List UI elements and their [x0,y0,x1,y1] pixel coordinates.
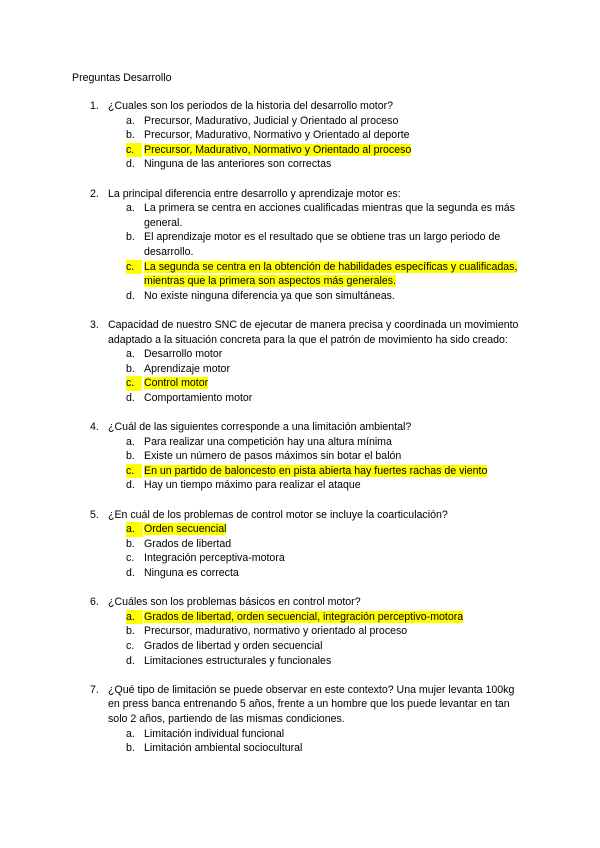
option-label: Integración perceptiva-motora [144,552,285,565]
question-list [0,99,600,770]
option-letter: b. [126,537,135,550]
option-label: Orden secuencial [144,523,227,536]
option-text [144,537,524,552]
answer-option [0,114,600,129]
question-2 [0,187,600,304]
option-letter: d. [126,654,135,667]
option-text [144,289,524,304]
option-label: Precursor, madurativo, normativo y orientado al proceso [144,625,408,638]
option-label: Hay un tiempo máximo para realizar el ataque [144,479,361,492]
answer-option [0,376,600,391]
option-letter: c. [126,143,142,158]
option-letter: c. [126,639,135,652]
option-letter: a. [126,348,135,361]
answer-option [0,727,600,742]
option-letter: b. [126,231,135,244]
answer-options [0,347,600,405]
option-letter: c. [126,376,142,391]
option-text-highlighted [144,610,524,625]
question-7 [0,683,600,756]
option-label: Precursor, Madurativo, Normativo y Orientado al deporte [144,129,410,142]
question-4 [0,420,600,493]
answer-option [0,551,600,566]
page-title: Preguntas Desarrollo [72,72,172,84]
option-letter: b. [126,129,135,142]
answer-option [0,624,600,639]
option-text [144,478,524,493]
answer-options [0,522,600,580]
option-letter: c. [126,260,142,275]
option-text [144,624,524,639]
question-5 [0,508,600,581]
option-text [144,114,524,129]
option-label: Para realizar una competición hay una altura mínima [144,435,392,448]
option-text [144,347,524,362]
answer-option [0,522,600,537]
option-letter: b. [126,362,135,375]
answer-option [0,478,600,493]
option-label: Grados de libertad y orden secuencial [144,639,323,652]
option-letter: a. [126,727,135,740]
answer-option [0,347,600,362]
answer-options [0,727,600,756]
option-text [144,157,524,172]
option-label: El aprendizaje motor es el resultado que se obtiene tras un largo periodo de desarrollo. [144,231,501,258]
answer-option [0,260,600,289]
answer-options [0,435,600,493]
question-number: 3. [90,318,99,331]
answer-options [0,114,600,172]
option-text [144,449,524,464]
question-text: ¿Cuál de las siguientes corresponde a una limitación ambiental? [108,421,412,434]
option-text [144,201,524,230]
answer-option [0,639,600,654]
option-text-highlighted [144,464,524,479]
question-number: 1. [90,100,99,112]
option-letter: c. [126,464,142,479]
answer-option [0,610,600,625]
option-label: Limitaciones estructurales y funcionales [144,654,332,667]
option-label: Precursor, Madurativo, Normativo y Orientado al proceso [144,143,412,156]
answer-option [0,654,600,669]
option-text-highlighted [144,376,524,391]
question-text: ¿En cuál de los problemas de control motor se incluye la coarticulación? [108,508,448,521]
option-label: Aprendizaje motor [144,362,230,375]
answer-option [0,566,600,581]
option-letter: b. [126,625,135,638]
option-label: Grados de libertad, orden secuencial, integración perceptivo-motora [144,610,464,623]
answer-option [0,391,600,406]
option-letter: a. [126,435,135,448]
option-label: Grados de libertad [144,537,232,550]
option-letter: a. [126,114,135,127]
option-text-highlighted [144,260,524,289]
option-label: Existe un número de pasos máximos sin botar el balón [144,450,402,463]
option-text [144,435,524,450]
question-number: 4. [90,421,99,434]
option-label: Limitación individual funcional [144,727,285,740]
option-text [144,566,524,581]
option-text [144,654,524,669]
question-number: 2. [90,187,99,200]
question-text: ¿Qué tipo de limitación se puede observar en este contexto? Una mujer levanta 100kg en press banca entrenando 5 años, frente a un hombre que los puede levantar en tan solo 2 años, partiendo de las mismas condiciones. [108,683,515,725]
option-letter: d. [126,158,135,171]
option-label: Limitación ambiental sociocultural [144,742,303,755]
option-text [144,639,524,654]
answer-option [0,128,600,143]
question-6 [0,595,600,668]
option-letter: b. [126,742,135,755]
option-letter: c. [126,552,135,565]
answer-option [0,143,600,158]
question-text: La principal diferencia entre desarrollo y aprendizaje motor es: [108,187,401,200]
question-text: Capacidad de nuestro SNC de ejecutar de manera precisa y coordinada un movimiento adaptado a la situación concreta para la que el patrón de movimiento ha sido creado: [108,318,519,346]
option-label: Comportamiento motor [144,391,253,404]
option-text [144,391,524,406]
answer-option [0,201,600,230]
option-label: Precursor, Madurativo, Judicial y Orientado al proceso [144,114,399,127]
option-label: Ninguna es correcta [144,567,239,579]
option-text-highlighted [144,143,524,158]
answer-options [0,201,600,303]
answer-option [0,289,600,304]
option-label: Ninguna de las anteriores son correctas [144,158,332,171]
option-text [144,362,524,377]
option-label: No existe ninguna diferencia ya que son simultáneas. [144,289,395,302]
question-3 [0,318,600,406]
answer-option [0,157,600,172]
answer-option [0,449,600,464]
option-letter: d. [126,289,135,302]
option-text [144,551,524,566]
option-label: La primera se centra en acciones cualificadas mientras que la segunda es más general. [144,202,515,229]
option-label: Control motor [144,377,209,390]
option-letter: d. [126,391,135,404]
question-text: ¿Cuales son los periodos de la historia del desarrollo motor? [108,100,394,112]
answer-option [0,741,600,756]
option-letter: d. [126,479,135,492]
option-text [144,727,524,742]
answer-option [0,435,600,450]
answer-option [0,362,600,377]
answer-option [0,537,600,552]
option-letter: a. [126,522,143,537]
option-label: Desarrollo motor [144,348,223,361]
question-number: 5. [90,508,99,521]
option-letter: a. [126,202,135,215]
option-text [144,741,524,756]
answer-option [0,464,600,479]
option-text [144,128,524,143]
question-1 [0,99,600,172]
option-label: En un partido de baloncesto en pista abierta hay fuertes rachas de viento [144,464,488,477]
question-number: 7. [90,683,99,696]
question-number: 6. [90,596,99,609]
option-letter: b. [126,450,135,463]
option-letter: d. [126,567,135,579]
question-text: ¿Cuáles son los problemas básicos en control motor? [108,596,361,609]
option-text-highlighted [144,522,524,537]
option-letter: a. [126,610,143,625]
option-text [144,230,524,259]
answer-options [0,610,600,668]
option-label: La segunda se centra en la obtención de habilidades específicas y cualificadas, mientras que la primera son aspectos más generales. [144,260,518,288]
answer-option [0,230,600,259]
